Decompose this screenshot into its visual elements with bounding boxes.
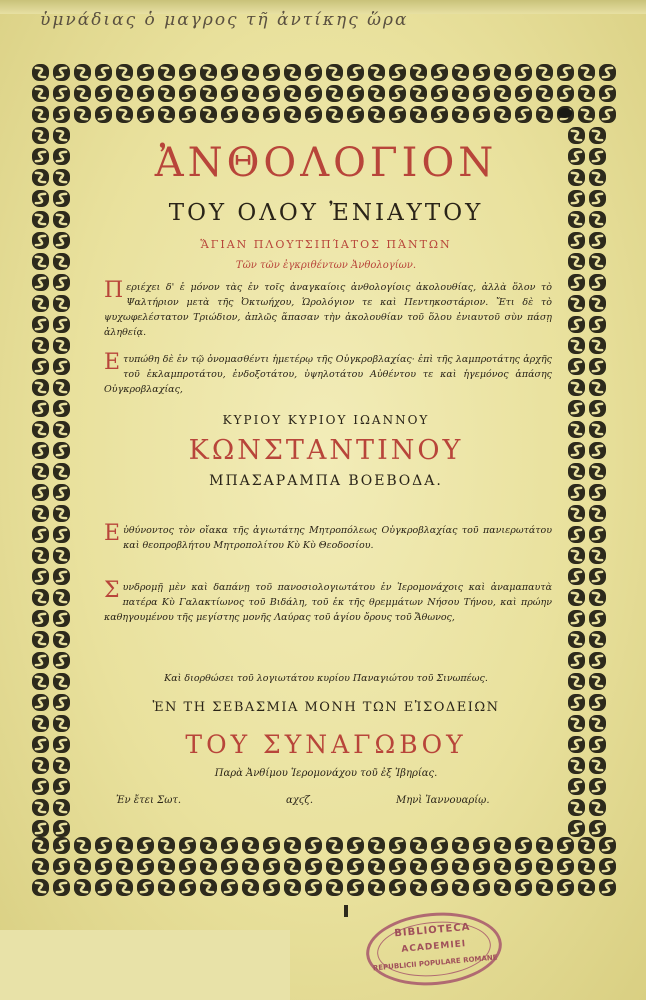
border-ornament	[53, 295, 70, 312]
border-ornament	[578, 837, 595, 854]
border-ornament	[589, 631, 606, 648]
border-ornament	[32, 694, 49, 711]
border-ornament	[568, 568, 585, 585]
border-ornament	[95, 85, 112, 102]
border-ornament	[242, 64, 259, 81]
border-ornament	[368, 879, 385, 896]
drop-initial: Σ	[104, 578, 120, 603]
border-ornament	[116, 106, 133, 123]
border-ornament	[473, 85, 490, 102]
border-ornament	[32, 505, 49, 522]
drop-initial: Ε	[104, 521, 121, 546]
border-ornament	[32, 190, 49, 207]
border-ornament	[536, 64, 553, 81]
border-ornament	[568, 127, 585, 144]
border-ornament	[431, 64, 448, 81]
border-ornament	[568, 673, 585, 690]
border-ornament	[589, 232, 606, 249]
border-ornament	[305, 85, 322, 102]
border-ornament	[305, 106, 322, 123]
corrector-line: Καὶ διορθώσει τοῦ λογιωτάτου κυρίου Παναγιώτου τοῦ Σινωπέως.	[164, 673, 488, 684]
border-ornament	[284, 879, 301, 896]
border-ornament	[53, 442, 70, 459]
border-ornament	[179, 64, 196, 81]
border-ornament	[568, 715, 585, 732]
border-ornament	[589, 190, 606, 207]
border-ornament	[53, 358, 70, 375]
border-ornament	[305, 64, 322, 81]
border-ornament	[589, 757, 606, 774]
border-ornament	[589, 715, 606, 732]
border-ornament	[32, 589, 49, 606]
border-ornament	[32, 442, 49, 459]
border-ornament	[568, 736, 585, 753]
border-ornament	[305, 879, 322, 896]
border-ornament	[589, 568, 606, 585]
rubric-subline: Τῶν τῶν ἐγκριθέντων Ἀνθολογίων.	[235, 260, 417, 271]
border-ornament	[589, 295, 606, 312]
border-ornament	[589, 442, 606, 459]
border-ornament	[347, 879, 364, 896]
border-ornament	[32, 232, 49, 249]
border-ornament	[568, 400, 585, 417]
border-ornament	[53, 631, 70, 648]
imprint-year: αχϛζ.	[286, 795, 314, 806]
border-ornament	[389, 879, 406, 896]
border-ornament	[53, 589, 70, 606]
border-ornament	[557, 858, 574, 875]
border-ornament	[53, 253, 70, 270]
border-ornament	[32, 337, 49, 354]
border-ornament	[410, 64, 427, 81]
imprint-month: Μηνὶ Ἰαννουαρίῳ.	[396, 795, 490, 806]
border-ornament	[589, 652, 606, 669]
border-ornament	[263, 106, 280, 123]
border-ornament	[32, 631, 49, 648]
border-ornament	[599, 85, 616, 102]
border-ornament	[32, 64, 49, 81]
border-ornament	[53, 106, 70, 123]
border-ornament	[179, 879, 196, 896]
border-ornament	[410, 106, 427, 123]
border-ornament	[347, 85, 364, 102]
border-ornament	[53, 169, 70, 186]
border-ornament	[589, 211, 606, 228]
border-ornament	[578, 85, 595, 102]
border-ornament	[179, 106, 196, 123]
border-ornament	[589, 421, 606, 438]
border-ornament	[589, 148, 606, 165]
border-ornament	[431, 106, 448, 123]
border-ornament	[368, 85, 385, 102]
border-ornament	[116, 879, 133, 896]
border-ornament	[32, 736, 49, 753]
border-ornament	[589, 337, 606, 354]
border-ornament	[578, 64, 595, 81]
border-ornament	[53, 421, 70, 438]
border-ornament	[32, 715, 49, 732]
border-ornament	[568, 190, 585, 207]
border-ornament	[200, 106, 217, 123]
border-ornament	[431, 879, 448, 896]
border-ornament	[200, 879, 217, 896]
border-ornament	[263, 64, 280, 81]
border-ornament	[179, 85, 196, 102]
border-ornament	[568, 631, 585, 648]
paragraph-text: τυπώθη δὲ ἐν τῷ ὀνομασθέντι ἡμετέρῳ τῆς Οὐγκροβλαχίας· ἐπὶ τῆς λαμπροτάτης ἀρχῆς τοῦ ἐκλαμπροτάτου, ἐνδοξοτάτου, ὑψηλοτάτου Αὐθέντου τε καὶ ἡγεμόνος ἁπάσης Οὐγκροβλαχίας,	[104, 354, 552, 395]
border-ornament	[599, 64, 616, 81]
border-ornament	[53, 64, 70, 81]
border-ornament	[32, 799, 49, 816]
border-ornament	[263, 85, 280, 102]
paragraph-sponsor	[104, 580, 552, 625]
border-ornament	[53, 505, 70, 522]
border-ornament	[32, 879, 49, 896]
border-ornament	[589, 673, 606, 690]
border-ornament	[589, 400, 606, 417]
border-ornament	[326, 64, 343, 81]
border-ornament	[53, 316, 70, 333]
border-ornament	[389, 85, 406, 102]
border-ornament	[53, 211, 70, 228]
border-ornament	[568, 253, 585, 270]
border-ornament	[53, 694, 70, 711]
border-ornament	[599, 858, 616, 875]
signature-mark	[344, 905, 348, 917]
border-ornament	[53, 879, 70, 896]
stamp-text-3: REPUBLICII POPULARE ROMANE	[372, 953, 498, 973]
border-ornament	[53, 837, 70, 854]
border-ornament	[158, 85, 175, 102]
border-ornament	[53, 85, 70, 102]
border-ornament	[452, 85, 469, 102]
border-ornament	[589, 358, 606, 375]
border-ornament	[589, 169, 606, 186]
border-ornament	[452, 879, 469, 896]
border-ornament	[568, 799, 585, 816]
border-ornament	[53, 379, 70, 396]
printer-line: Παρὰ Ἀνθίμου Ἱερομονάχου τοῦ ἐξ Ἰβηρίας.	[214, 768, 438, 779]
border-ornament	[53, 547, 70, 564]
border-ornament	[53, 148, 70, 165]
border-ornament	[32, 858, 49, 875]
border-ornament	[589, 316, 606, 333]
border-ornament	[326, 106, 343, 123]
border-ornament	[568, 358, 585, 375]
border-ornament	[589, 820, 606, 837]
border-ornament	[578, 858, 595, 875]
border-ornament	[32, 274, 49, 291]
border-ornament	[589, 589, 606, 606]
border-ornament	[347, 64, 364, 81]
border-ornament	[568, 694, 585, 711]
border-ornament	[589, 127, 606, 144]
border-ornament	[32, 379, 49, 396]
border-ornament	[242, 85, 259, 102]
subtitle-line: ΤΟΥ ΟΛΟΥ ἘΝΙΑΥΤΟΥ	[168, 200, 484, 226]
border-ornament	[32, 358, 49, 375]
border-ornament	[53, 190, 70, 207]
border-ornament	[473, 106, 490, 123]
border-ornament	[389, 106, 406, 123]
stamp-text-2: ACADEMIEI	[401, 939, 467, 955]
border-ornament	[494, 879, 511, 896]
border-ornament	[53, 463, 70, 480]
border-ornament	[74, 64, 91, 81]
border-ornament	[53, 757, 70, 774]
border-ornament	[599, 879, 616, 896]
bottom-margin	[0, 930, 290, 1000]
border-ornament	[32, 85, 49, 102]
border-ornament	[347, 106, 364, 123]
border-ornament	[568, 211, 585, 228]
border-ornament	[589, 736, 606, 753]
border-ornament	[557, 85, 574, 102]
border-ornament	[515, 64, 532, 81]
paragraph-text: ὐθύνοντος τὸν οἴακα τῆς ἁγιωτάτης Μητροπόλεως Οὐγκροβλαχίας τοῦ πανιερωτάτου καὶ θεοπροβλήτου Μητροπολίτου Κὺ Κὺ Θεοδοσίου.	[123, 525, 552, 551]
border-ornament	[137, 64, 154, 81]
paragraph-text: υνδρομῇ μὲν καὶ δαπάνῃ τοῦ πανοσιολογιωτάτου ἐν Ἱερομονάχοις καὶ ἀναμαπαυτὰ πατέρα Κὺ Γαλακτίωνος τοῦ Βιδάλη, τοῦ ἐκ τῆς θρεμμάτων Νήσου Τήνου, καὶ πρώην καθηγουμένου τῆς μεγίστης μονῆς Λαύρας τοῦ ἁγίου ὄρους τοῦ Ἄθωνος,	[104, 582, 552, 623]
border-ornament	[53, 484, 70, 501]
paragraph-metropolitan	[104, 523, 552, 553]
border-ornament	[32, 610, 49, 627]
border-ornament	[263, 879, 280, 896]
book-title: ἈΝΘΟΛΟΓΙΟΝ	[154, 140, 498, 186]
border-ornament	[494, 106, 511, 123]
border-ornament	[53, 568, 70, 585]
border-ornament	[53, 858, 70, 875]
border-ornament	[53, 799, 70, 816]
border-ornament	[137, 85, 154, 102]
border-ornament	[410, 85, 427, 102]
drop-initial: Ε	[104, 350, 121, 375]
border-ornament	[568, 820, 585, 837]
border-ornament	[53, 274, 70, 291]
border-ornament	[137, 879, 154, 896]
border-ornament	[32, 484, 49, 501]
border-ornament	[568, 589, 585, 606]
border-ornament	[32, 463, 49, 480]
border-ornament	[568, 295, 585, 312]
border-ornament	[557, 64, 574, 81]
border-ornament	[116, 85, 133, 102]
border-ornament	[589, 778, 606, 795]
border-ornament	[589, 694, 606, 711]
border-ornament	[221, 106, 238, 123]
border-ornament	[95, 106, 112, 123]
border-ornament	[589, 463, 606, 480]
border-ornament	[589, 526, 606, 543]
title-page-text	[96, 130, 556, 870]
monastery-line: ἘΝ ΤΗ ΣΕΒΑΣΜΙΑ ΜΟΝΗ ΤΩΝ ΕἸΣΟΔΕΙΩΝ	[152, 700, 500, 715]
border-ornament	[32, 316, 49, 333]
border-ornament	[568, 778, 585, 795]
stamp-text-1: BIBLIOTECA	[393, 921, 471, 940]
border-ornament	[158, 879, 175, 896]
border-ornament	[578, 106, 595, 123]
border-ornament	[515, 106, 532, 123]
border-ornament	[568, 547, 585, 564]
border-ornament	[568, 316, 585, 333]
border-ornament	[32, 673, 49, 690]
border-ornament	[515, 85, 532, 102]
border-ornament	[368, 64, 385, 81]
border-ornament	[452, 64, 469, 81]
border-ornament	[494, 64, 511, 81]
border-ornament	[32, 148, 49, 165]
border-ornament	[32, 778, 49, 795]
border-ornament	[589, 505, 606, 522]
border-ornament	[326, 85, 343, 102]
border-ornament	[389, 64, 406, 81]
border-ornament	[589, 274, 606, 291]
paragraph-printing	[104, 352, 552, 397]
border-ornament	[32, 757, 49, 774]
paragraph-contents	[104, 280, 552, 340]
prince-surname: ΜΠΑΣΑΡΑΜΠΑ ΒΟΕΒΟΔΑ.	[209, 473, 443, 489]
border-ornament	[284, 106, 301, 123]
border-ornament	[53, 526, 70, 543]
border-ornament	[452, 106, 469, 123]
border-ornament	[473, 64, 490, 81]
border-ornament	[568, 169, 585, 186]
border-ornament	[53, 652, 70, 669]
border-ornament	[32, 211, 49, 228]
handwritten-note: ὑμνάδιας ὁ μαγρος τῆ ἀντίκης ὥρα	[40, 10, 409, 30]
border-ornament	[74, 858, 91, 875]
border-ornament	[200, 85, 217, 102]
prince-title-line: ΚΥΡΙΟΥ ΚΥΡΙΟΥ ΙΩΑΝΝΟΥ	[222, 413, 430, 427]
drop-initial: Π	[104, 278, 124, 303]
border-ornament	[158, 106, 175, 123]
border-ornament	[221, 85, 238, 102]
border-ornament	[74, 879, 91, 896]
rubric-line: ἍΓΙΑΝ ΠΛΟΥΤΣΙΠΊΑΤΟΣ ΠΆΝΤΩΝ	[200, 238, 452, 251]
border-ornament	[53, 715, 70, 732]
border-ornament	[515, 879, 532, 896]
border-ornament	[53, 127, 70, 144]
border-ornament	[568, 442, 585, 459]
border-ornament	[137, 106, 154, 123]
border-ornament	[32, 652, 49, 669]
border-ornament	[536, 106, 553, 123]
border-ornament	[32, 547, 49, 564]
border-ornament	[568, 610, 585, 627]
border-ornament	[568, 232, 585, 249]
border-ornament	[242, 106, 259, 123]
border-ornament	[568, 274, 585, 291]
border-ornament	[557, 837, 574, 854]
border-ornament	[32, 837, 49, 854]
border-ornament	[599, 837, 616, 854]
border-ornament	[568, 148, 585, 165]
border-ornament	[74, 106, 91, 123]
border-ornament	[568, 757, 585, 774]
border-ornament	[589, 379, 606, 396]
border-ornament	[599, 106, 616, 123]
border-ornament	[568, 484, 585, 501]
border-ornament	[568, 379, 585, 396]
border-ornament	[568, 526, 585, 543]
border-ornament	[284, 64, 301, 81]
border-ornament	[53, 337, 70, 354]
border-ornament	[568, 505, 585, 522]
border-ornament	[95, 64, 112, 81]
border-ornament	[368, 106, 385, 123]
border-ornament	[589, 547, 606, 564]
border-ornament	[557, 879, 574, 896]
border-ornament	[32, 295, 49, 312]
border-ornament	[536, 879, 553, 896]
border-ornament	[536, 85, 553, 102]
border-ornament	[53, 778, 70, 795]
border-ornament	[221, 879, 238, 896]
border-ornament	[221, 64, 238, 81]
border-ornament	[53, 736, 70, 753]
border-ornament	[494, 85, 511, 102]
border-ornament	[116, 64, 133, 81]
monastery-name: ΤΟΥ ΣΥΝΑΓΩΒΟΥ	[185, 730, 467, 759]
border-ornament	[74, 837, 91, 854]
border-ornament	[32, 526, 49, 543]
border-ornament	[32, 169, 49, 186]
border-ornament	[284, 85, 301, 102]
border-ornament	[74, 85, 91, 102]
border-ornament	[32, 421, 49, 438]
border-ornament	[32, 127, 49, 144]
border-ornament	[200, 64, 217, 81]
border-ornament	[158, 64, 175, 81]
border-ornament	[473, 879, 490, 896]
border-ornament	[32, 253, 49, 270]
border-ornament	[242, 879, 259, 896]
border-ornament	[326, 879, 343, 896]
border-ornament	[53, 673, 70, 690]
border-ornament	[578, 879, 595, 896]
border-ornament	[32, 820, 49, 837]
border-ornament	[568, 463, 585, 480]
border-ornament	[589, 253, 606, 270]
border-ornament	[568, 421, 585, 438]
border-ornament	[53, 232, 70, 249]
paragraph-text: εριέχει δ' ἐ μόνον τὰς ἐν τοῖς ἀναγκαίοις ἀνθολογίοις ἀκολουθίας, ἀλλὰ ὅλον τὸ Ψαλτήριον μετὰ τῆς Ὀκτωήχου, Ὡρολόγιον τε καὶ Πεντηκοστάριον. Ἔτι δὲ τὸ ψυχωφελέστατον Τριώδιον, ἁπλῶς ἅπασαν τὴν ἀκολουθίαν τοῦ ὅλου ἐνιαυτοῦ σὺν πάσῃ ἀληθείᾳ.	[104, 282, 552, 338]
border-ornament	[589, 610, 606, 627]
border-ornament	[32, 568, 49, 585]
border-ornament	[568, 337, 585, 354]
border-ornament	[32, 106, 49, 123]
border-ornament	[431, 85, 448, 102]
border-ornament	[589, 799, 606, 816]
border-ornament	[568, 652, 585, 669]
ink-blot	[558, 108, 572, 118]
border-ornament	[53, 820, 70, 837]
border-ornament	[53, 400, 70, 417]
border-ornament	[589, 484, 606, 501]
border-ornament	[410, 879, 427, 896]
border-ornament	[95, 879, 112, 896]
border-ornament	[53, 610, 70, 627]
border-ornament	[32, 400, 49, 417]
prince-name: ΚΩΝΣΤΑΝΤΙΝΟΥ	[188, 435, 464, 466]
imprint-place: Ἐν ἔτει Σωτ.	[116, 795, 182, 806]
